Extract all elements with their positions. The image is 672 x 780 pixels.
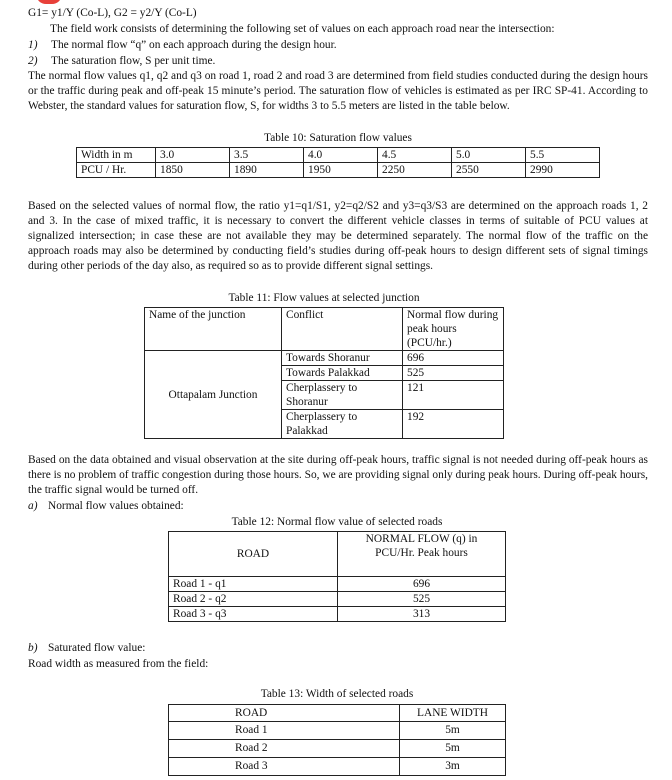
table-11-caption: Table 11: Flow values at selected junction [228, 292, 420, 304]
table-row [169, 577, 506, 592]
table-cell: 2990 [526, 163, 600, 178]
table-cell: 5.0 [452, 148, 526, 163]
table-row [77, 163, 600, 178]
table-header: Name of the junction [145, 308, 282, 351]
table-cell: Road 3 [169, 758, 400, 776]
table-12-caption: Table 12: Normal flow value of selected roads [231, 516, 443, 528]
subheading-number: a) [28, 500, 38, 512]
table-cell: Road 1 - q1 [169, 577, 338, 592]
table-cell: 4.0 [304, 148, 378, 163]
table-cell: 525 [338, 592, 506, 607]
table-cell: 2250 [378, 163, 452, 178]
table-10 [76, 147, 600, 178]
table-header: ROAD [169, 705, 400, 722]
subheading-number: b) [28, 642, 38, 654]
subheading-text: Normal flow values obtained: [48, 500, 184, 512]
intro-text: The field work consists of determining the following set of values on each approach road near the intersection: [50, 23, 555, 35]
table-cell: 525 [403, 366, 504, 381]
paragraph-1: The normal flow values q1, q2 and q3 on road 1, road 2 and road 3 are determined from field studies conducted during the design hours or the traffic during peak and off-peak 15 minute’s period. The saturation flow of vehicles is estimated as per IRC SP-41. According to Webster, the standard values for saturation flow, S, for widths 3 to 5.5 meters are listed in the table below. [28, 70, 648, 112]
table-cell: 1950 [304, 163, 378, 178]
table-12 [168, 531, 506, 622]
table-header: ROAD [169, 532, 338, 577]
subheading-b [28, 641, 145, 656]
list-item [28, 38, 337, 53]
table-cell: Road 3 - q3 [169, 607, 338, 622]
table-row [169, 532, 506, 577]
table-cell: 2550 [452, 163, 526, 178]
table-13-caption: Table 13: Width of selected roads [260, 688, 414, 700]
table-cell: 121 [403, 381, 504, 410]
table-cell: 3m [400, 758, 506, 776]
table-header: Conflict [282, 308, 403, 351]
table-cell: Towards Palakkad [282, 366, 403, 381]
table-13 [168, 704, 506, 776]
table-cell: Cherplassery to Shoranur [282, 381, 403, 410]
table-row [145, 308, 504, 351]
table-cell: 3.0 [156, 148, 230, 163]
header-line: G1= y1/Y (Co-L), G2 = y2/Y (Co-L) [28, 7, 197, 19]
table-row [169, 592, 506, 607]
table-cell: 192 [403, 410, 504, 439]
table-header: NORMAL FLOW (q) in PCU/Hr. Peak hours [338, 532, 506, 577]
paragraph-2: Based on the selected values of normal flow, the ratio y1=q1/S1, y2=q2/S2 and y3=q3/S3 are determined on the approach roads 1, 2 and 3. In the case of mixed traffic, it is necessary to convert the different vehicle classes in terms of suitable of PCU values at signalized intersection; in case these are not available they may be determined separately. The normal flow of the traffic on the approach roads may also be determined by conducting field’s studies during off-peak hours to design different sets of signal timings during other periods of the day also, as required so as to provide different signal settings. [28, 200, 648, 272]
list-item [28, 54, 215, 69]
list-text: The saturation flow, S per unit time. [51, 55, 216, 67]
table-11 [144, 307, 504, 439]
table-cell: 5m [400, 722, 506, 740]
table-cell: 5.5 [526, 148, 600, 163]
subheading-a [28, 499, 184, 514]
table-cell: 1850 [156, 163, 230, 178]
table-10-caption: Table 10: Saturation flow values [264, 132, 412, 144]
table-cell: 4.5 [378, 148, 452, 163]
table-cell: 313 [338, 607, 506, 622]
table-cell: 696 [403, 351, 504, 366]
table-row [169, 705, 506, 722]
red-decoration [36, 0, 62, 4]
list-text: The normal flow “q” on each approach during the design hour. [51, 39, 337, 51]
paragraph-3: Based on the data obtained and visual observation at the site during off-peak hours, traffic signal is not needed during off-peak hours as there is no problem of traffic congestion during those hours. So, we are providing signal only during peak hours. During off-peak hours, the traffic signal would be turned off. [28, 454, 648, 496]
table-cell: 696 [338, 577, 506, 592]
table-row [169, 607, 506, 622]
table-cell: Cherplassery to Palakkad [282, 410, 403, 439]
table-cell: PCU / Hr. [77, 163, 156, 178]
table-row [169, 740, 506, 758]
table-row [169, 722, 506, 740]
list-number: 1) [28, 39, 38, 51]
list-number: 2) [28, 55, 38, 67]
table-row [145, 351, 504, 366]
table-header: Normal flow during peak hours (PCU/hr.) [403, 308, 504, 351]
table-row [169, 758, 506, 776]
road-width-line: Road width as measured from the field: [28, 658, 209, 670]
table-cell: 3.5 [230, 148, 304, 163]
table-cell: Towards Shoranur [282, 351, 403, 366]
table-row [77, 148, 600, 163]
table-cell: Road 2 [169, 740, 400, 758]
table-cell: 5m [400, 740, 506, 758]
table-cell: 1890 [230, 163, 304, 178]
table-cell: Road 1 [169, 722, 400, 740]
junction-name: Ottapalam Junction [145, 351, 282, 439]
table-cell: Width in m [77, 148, 156, 163]
subheading-text: Saturated flow value: [48, 642, 146, 654]
table-header: LANE WIDTH [400, 705, 506, 722]
table-cell: Road 2 - q2 [169, 592, 338, 607]
